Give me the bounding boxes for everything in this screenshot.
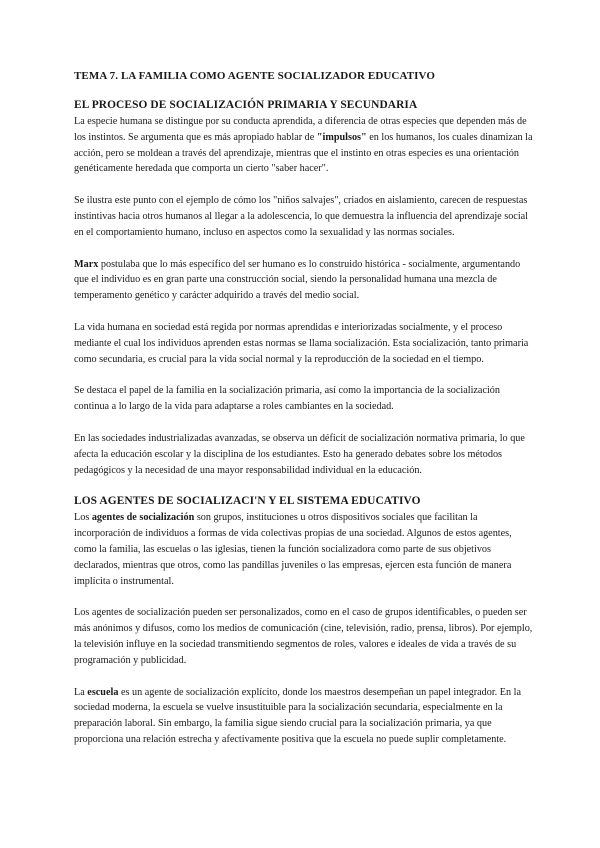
paragraph: En las sociedades industrializadas avanzadas, se observa un déficit de socialización normativa primaria, lo que afecta la educación escolar y la disciplina de los estudiantes. Esto ha generado debates sobre los métodos pedagógicos y la necesidad de una mayor responsabilidad individual en la educación.	[74, 432, 525, 476]
section-heading-socializacion: EL PROCESO DE SOCIALIZACIÓN PRIMARIA Y SECUNDARIA	[74, 99, 418, 111]
paragraph: Marx postulaba que lo más específico del ser humano es lo construido histórica - socialmente, argumentando que el individuo es en gran parte una construcción social, siendo la personalidad humana una mezcla de temperamento genético y carácter adquirido a través del medio social.	[74, 258, 521, 302]
paragraph: Los agentes de socialización son grupos, instituciones u otros dispositivos sociales que facilitan la incorporación de individuos a formas de vida colectivas propias de una sociedad. Algunos de estos agentes, como la familia, las escuelas o las iglesias, tienen la función socializadora como parte de sus objetivos declarados, mientras que otros, como las pandillas juveniles o las empresas, ejercen esta función de manera implícita o instrumental.	[74, 512, 512, 587]
paragraph: La especie humana se distingue por su conducta aprendida, a diferencia de otras especies que dependen más de los instintos. Se argumenta que es más apropiado hablar de "impulsos" en los humanos, los cuales dinamizan la acción, pero se moldean a través del aprendizaje, mientras que el instinto en otras especies es una orientación genéticamente heredada que comporta un cierto "saber hacer".	[74, 116, 533, 175]
paragraph: Se destaca el papel de la familia en la socialización primaria, así como la importancia de la socialización continua a lo largo de la vida para adaptarse a roles cambiantes en la sociedad.	[74, 385, 500, 413]
paragraph: La vida humana en sociedad está regida por normas aprendidas e interiorizadas socialmente, y el proceso mediante el cual los individuos aprenden estas normas se llama socialización. Esta socialización, tanto primaria como secundaria, es crucial para la vida social normal y la reproducción de la sociedad en el tiempo.	[74, 321, 529, 365]
paragraph: La escuela es un agente de socialización explícito, donde los maestros desempeñan un papel integrador. En la sociedad moderna, la escuela se vuelve insustituible para la socialización secundaria, especialmente en la preparación laboral. Sin embargo, la familia sigue siendo crucial para la socialización primaria, ya que proporciona una relación estrecha y afectivamente positiva que la escuela no puede suplir completamente.	[74, 686, 521, 745]
paragraph: Se ilustra este punto con el ejemplo de cómo los "niños salvajes", criados en aislamiento, carecen de respuestas instintivas hacia otros humanos al llegar a la adolescencia, lo que demuestra la influencia del aprendizaje social en el comportamiento humano, incluso en aspectos como la sexualidad y las normas sociales.	[74, 195, 529, 238]
paragraph: Los agentes de socialización pueden ser personalizados, como en el caso de grupos identificables, o pueden ser más anónimos y difusos, como los medios de comunicación (cine, televisión, radio, prensa, libros). Por ejemplo, la televisión influye en la sociedad transmitiendo segmentos de roles, valores e ideales de vida a través de su programación y publicidad.	[74, 607, 533, 666]
document-title: TEMA 7. LA FAMILIA COMO AGENTE SOCIALIZADOR EDUCATIVO	[74, 70, 435, 82]
section-heading-agentes: LOS AGENTES DE SOCIALIZACI'N Y EL SISTEMA EDUCATIVO	[74, 495, 421, 508]
